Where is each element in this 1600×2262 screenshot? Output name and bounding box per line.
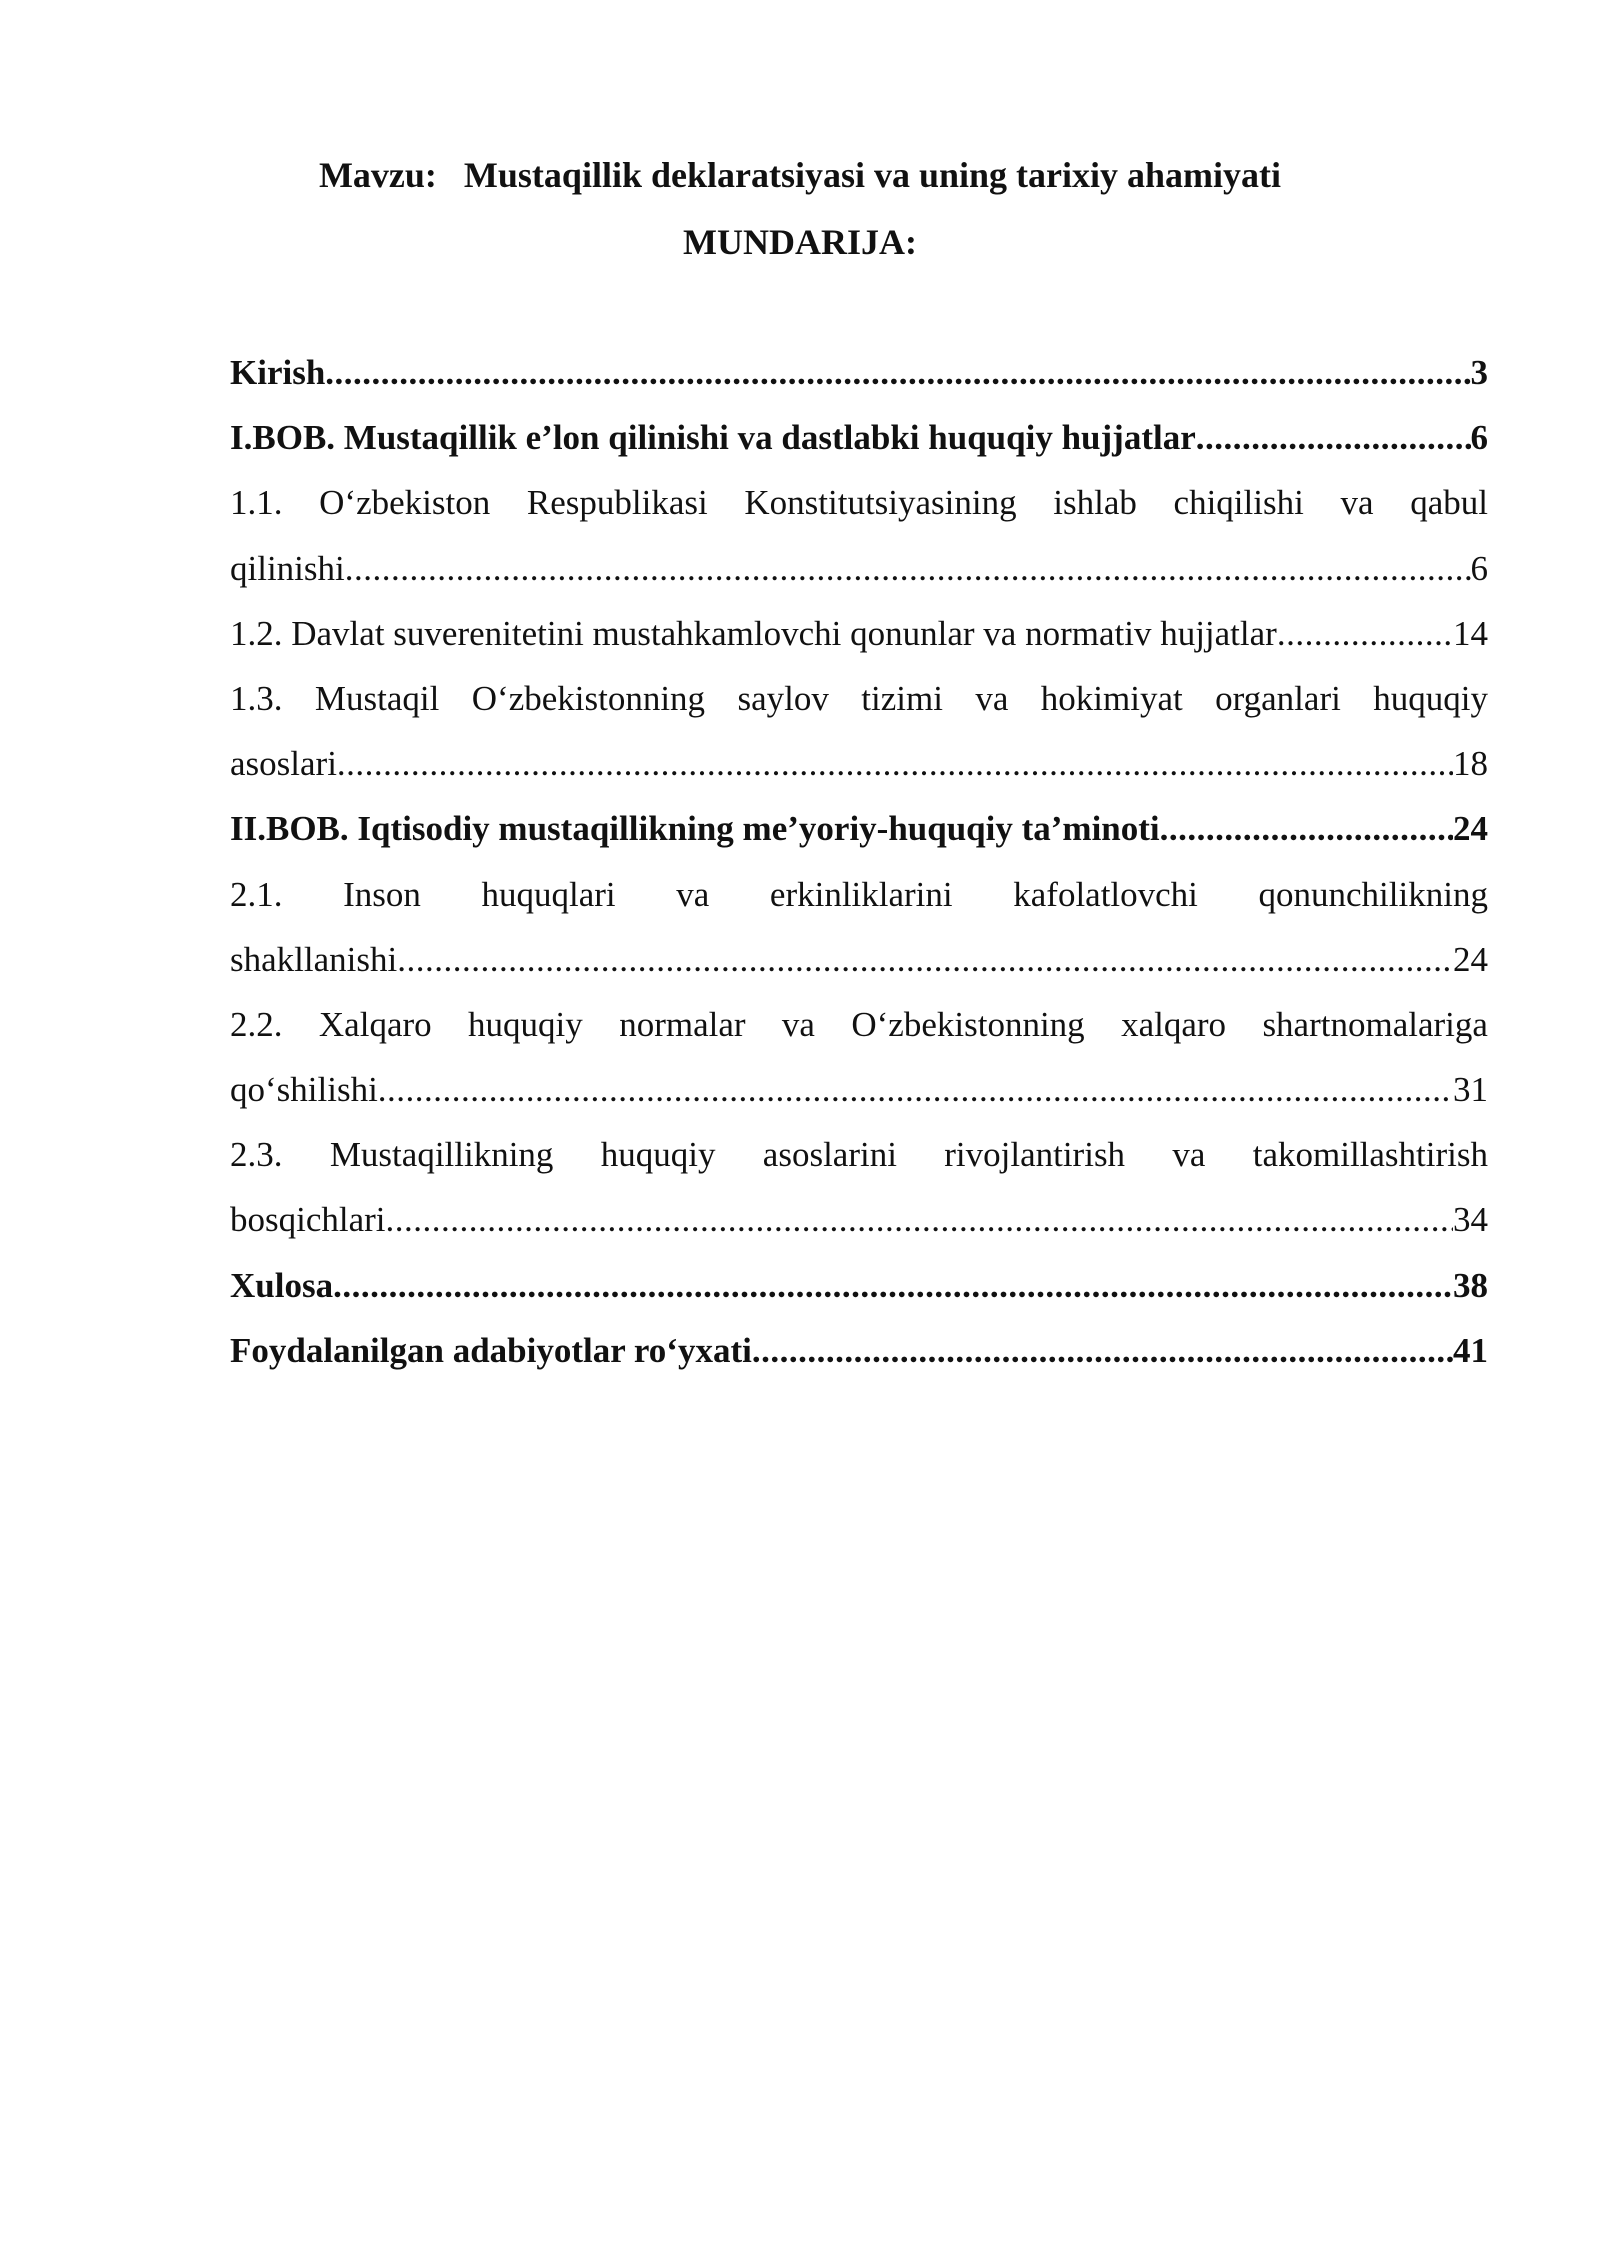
toc-entry-text: Kirish (230, 353, 326, 392)
toc-word: 2.2. (230, 1004, 283, 1044)
dot-leader (325, 350, 1470, 396)
toc-entry-1-3-line-1[interactable] (230, 676, 1488, 741)
toc-word: erkinliklarini (769, 874, 953, 914)
toc-word: O‘zbekistonning (851, 1004, 1085, 1044)
toc-entry-1-1-line-2[interactable] (230, 546, 1488, 611)
toc-word: hokimiyat (1040, 678, 1183, 718)
toc-entry-text: Foydalanilgan adabiyotlar ro‘yxati (230, 1330, 752, 1370)
toc-word: Respublikasi (526, 483, 708, 523)
toc-entry-2-1-line-1[interactable] (230, 872, 1488, 937)
dot-leader (397, 937, 1453, 983)
dot-leader (752, 1328, 1453, 1374)
topic-line (0, 155, 1600, 195)
dot-leader (1277, 611, 1453, 657)
toc-page-number: 6 (1470, 548, 1488, 588)
toc-word: va (975, 678, 1009, 718)
toc-entry-text: 1.2. Davlat suverenitetini mustahkamlovchi qonunlar va normativ hujjatlar (230, 613, 1277, 653)
toc-word: 2.3. (230, 1135, 283, 1175)
toc-word: 2.1. (230, 874, 283, 914)
dot-leader (386, 1197, 1453, 1243)
dot-leader (333, 1263, 1453, 1309)
toc-entry-2-2-line-2[interactable] (230, 1067, 1488, 1132)
dot-leader (378, 1067, 1453, 1113)
dot-leader (345, 546, 1471, 592)
toc-entry-xulosa[interactable] (230, 1263, 1488, 1328)
toc-word: Konstitutsiyasining (744, 483, 1017, 523)
toc-word: Xalqaro (318, 1004, 432, 1044)
toc-word: Mustaqil (314, 678, 440, 718)
toc-entry-text: I.BOB. Mustaqillik e’lon qilinishi va dastlabki huquqiy hujjatlar (230, 418, 1196, 458)
toc-page-number: 34 (1453, 1200, 1488, 1240)
toc-page-number: 31 (1453, 1070, 1488, 1110)
dot-leader (1196, 415, 1471, 461)
toc-page-number: 18 (1453, 744, 1488, 784)
toc-word: organlari (1215, 678, 1341, 718)
toc-entry-text: qilinishi (230, 548, 345, 588)
toc-entry-text: II.BOB. Iqtisodiy mustaqillikning me’yoriy-huquqiy ta’minoti (230, 809, 1160, 849)
toc-word: tizimi (861, 678, 943, 718)
toc-word: Mustaqillikning (329, 1135, 554, 1175)
toc-word: O‘zbekiston (319, 483, 491, 523)
toc-word: xalqaro (1121, 1004, 1227, 1044)
toc-entry-adabiyotlar[interactable] (230, 1328, 1488, 1393)
toc-word: shartnomalariga (1262, 1004, 1488, 1044)
contents-title: MUNDARIJA: (683, 222, 917, 262)
toc-page-number: 3 (1470, 353, 1488, 392)
toc-page-number: 14 (1453, 613, 1488, 653)
toc-word: huquqiy (600, 1135, 716, 1175)
toc-entry-text: bosqichlari (230, 1200, 386, 1240)
toc-word: qabul (1410, 483, 1488, 523)
toc-word: ishlab (1053, 483, 1137, 523)
toc-word: 1.3. (230, 678, 283, 718)
toc-word: 1.1. (230, 483, 283, 523)
toc-word: huquqiy (468, 1004, 583, 1044)
toc-entry-text: Xulosa (230, 1265, 334, 1305)
toc-word: va (676, 874, 710, 914)
toc-page-number: 41 (1453, 1330, 1488, 1370)
toc-entry-text: qo‘shilishi (230, 1070, 378, 1110)
toc-entry-bob-1[interactable] (230, 415, 1488, 480)
toc-entry-1-1-line-1[interactable] (230, 480, 1488, 545)
toc-entry-text: shakllanishi (230, 939, 398, 979)
toc-word: saylov (737, 678, 829, 718)
toc-page-number: 24 (1453, 939, 1488, 979)
toc-entry-2-1-line-2[interactable] (230, 937, 1488, 1002)
topic-label: Mavzu: (318, 155, 437, 195)
toc-page-number: 38 (1453, 1265, 1488, 1305)
toc-word: takomillashtirish (1252, 1135, 1488, 1175)
toc-entry-1-2[interactable] (230, 611, 1488, 676)
toc-word: asoslarini (762, 1135, 897, 1175)
topic-title: Mustaqillik deklaratsiyasi va uning tarixiy ahamiyati (463, 155, 1282, 195)
toc-word: kafolatlovchi (1013, 874, 1198, 914)
toc-word: huquqiy (1373, 678, 1488, 718)
toc-entry-kirish[interactable] (230, 350, 1488, 415)
toc-word: rivojlantirish (944, 1135, 1126, 1175)
toc-entry-text: asoslari (230, 744, 337, 784)
toc-word: normalar (619, 1004, 746, 1044)
toc-word: chiqilishi (1173, 483, 1304, 523)
toc-word: O‘zbekistonning (471, 678, 706, 718)
toc-page-number: 24 (1453, 809, 1488, 849)
toc-word: va (1172, 1135, 1206, 1175)
table-of-contents (230, 350, 1488, 1393)
dot-leader (337, 741, 1453, 787)
toc-word: va (781, 1004, 815, 1044)
toc-entry-bob-2[interactable] (230, 806, 1488, 871)
toc-entry-2-3-line-2[interactable] (230, 1197, 1488, 1262)
toc-page-number: 6 (1470, 418, 1488, 458)
dot-leader (1160, 806, 1453, 852)
toc-word: va (1340, 483, 1374, 523)
toc-word: huquqlari (481, 874, 616, 914)
toc-word: qonunchilikning (1258, 874, 1488, 914)
toc-entry-2-2-line-1[interactable] (230, 1002, 1488, 1067)
toc-entry-1-3-line-2[interactable] (230, 741, 1488, 806)
toc-entry-2-3-line-1[interactable] (230, 1132, 1488, 1197)
toc-word: Inson (343, 874, 421, 914)
